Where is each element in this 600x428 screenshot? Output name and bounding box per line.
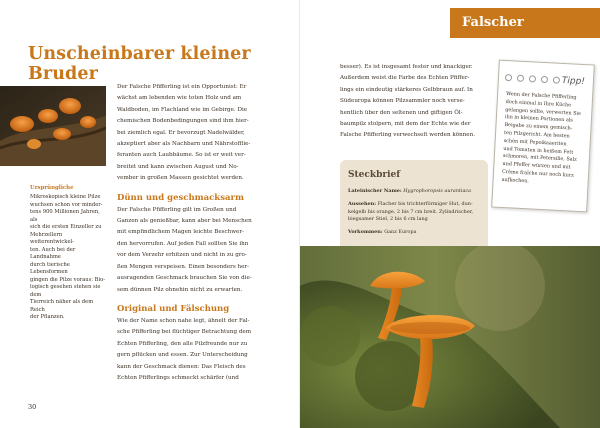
text-line: mit empfindlichem Magen leichte Beschwer-	[117, 229, 244, 236]
text-line: chemischen Bodenbedingungen sind ihm hier-	[117, 118, 249, 125]
sidebar-line: durch tierische Lebensformen	[30, 261, 70, 275]
subheading-original: Original und Fälschung	[117, 303, 230, 314]
text-line: Falsche Pfifferling verwechselt werden können.	[340, 132, 475, 139]
subheading-duenn: Dünn und geschmacksarm	[117, 192, 244, 203]
page-number: 30	[28, 403, 37, 411]
tip-label: Tipp!	[561, 75, 586, 88]
tip-line: aufkochen.	[501, 176, 530, 185]
tip-text	[501, 91, 588, 189]
text-line: Südeuropa können Pilzsammler noch verse-	[340, 98, 465, 105]
text-line: Waldboden, im Flachland wie im Gebirge. Die	[117, 106, 248, 113]
text-line: ßen Mengen verspeisen. Einen besonders her-	[117, 263, 249, 270]
look-value-line: kelgelb bis orange, 2 bis 7 cm breit. Zylindrischer,	[348, 208, 474, 215]
text-line: wächst am lebenden wie toten Holz und am	[117, 95, 242, 102]
mushroom-photo-small	[0, 86, 106, 166]
tip-note	[491, 60, 595, 213]
latin-value: Hygrophoropsis aurantiaca	[403, 188, 472, 194]
occ-label: Vorkommen:	[348, 229, 383, 236]
look-value-line: Flacher bis trichterförmiger Hut, dun-	[377, 200, 473, 207]
sidebar-line: logisch gesehen stehen sie dem	[30, 284, 101, 298]
look-label: Aussehen:	[348, 200, 376, 207]
sidebar-line: Tierreich näher als dem Reich	[30, 299, 94, 313]
tip-line: Crème fraîche nur noch kurz	[501, 168, 574, 179]
text-line: Wie der Name schon nahe legt, ähnelt der Fal-	[117, 317, 250, 324]
text-line: Außerdem weist die Farbe des Echten Pfiffer-	[340, 75, 470, 82]
main-text-column-left	[117, 82, 273, 384]
tip-line: ihn in kleinen Portionen als	[504, 114, 574, 124]
latin-label: Lateinischer Name:	[348, 188, 402, 194]
hole-icon	[517, 75, 524, 82]
tip-line: Wenn der Falsche Pfifferling	[505, 91, 577, 101]
text-line: ausragenden Geschmack brauchen Sie von die-	[117, 275, 252, 282]
look-value-line: biegsamer Stiel, 2 bis 6 cm lang	[348, 216, 428, 223]
tip-line: und Pfeffer würzen und mit	[502, 161, 571, 171]
right-page	[300, 0, 600, 428]
text-line: breitet und kann zwischen August und No-	[117, 163, 239, 170]
hole-icon	[541, 76, 548, 83]
tip-line: Beigabe zu einem gemisch-	[504, 122, 573, 132]
text-line: vor dem Verzehr erhitzen und nicht in zu gro-	[117, 252, 247, 259]
sidebar-line: Mehrzellern weiterentwickel-	[30, 231, 74, 245]
mushroom-photo-large	[300, 246, 600, 428]
text-line: bei ziemlich egal. Er bevorzugt Nadelwälder,	[117, 129, 245, 136]
tip-line: und Tomaten in heißem Fett	[503, 145, 574, 156]
sidebar-fact-box	[30, 185, 106, 322]
hole-icon	[553, 76, 560, 83]
page-title: Unscheinbarer kleiner Bruder	[28, 44, 251, 84]
main-text-column-right	[340, 62, 488, 142]
sidebar-line: ten. Auch bei der Landnahme	[30, 246, 76, 260]
chapter-tab: Falscher Pfifferling	[450, 8, 600, 38]
text-line: vember in großen Massen gesichtet werden.	[117, 175, 244, 182]
sidebar-line: Mikroskopisch kleine Pilze	[30, 194, 101, 200]
hole-icon	[529, 75, 536, 82]
tip-line: doch einmal in Ihre Küche	[505, 98, 572, 109]
tip-line: schmoren, mit Petersilie, Salz	[502, 153, 577, 164]
steckbrief-occurrence	[348, 229, 480, 237]
sidebar-title: Ursprüngliche	[30, 185, 74, 191]
text-line: lings ein eindeutig stärkeres Gelbbraun auf. In	[340, 86, 473, 93]
text-line: Echten Pfifferling, den alle Pilzfreunde nur zu	[117, 340, 248, 347]
sidebar-line: sich die ersten Einzeller zu	[30, 224, 102, 230]
text-line: sem dünnen Pilz ohnehin nicht zu erwarten.	[117, 286, 243, 293]
tip-line: ten Pilzgericht. Am besten	[503, 129, 570, 140]
tip-line: gelangen sollte, verwerten Sie	[505, 106, 582, 117]
text-line: gern pflücken und essen. Zur Unterscheidung	[117, 352, 248, 359]
text-line: Der Falsche Pfifferling gilt im Großen und	[117, 206, 237, 213]
text-line: kann der Geschmack dienen: Das Fleisch des	[117, 363, 246, 370]
text-line: akzeptiert aber als Nachbarn und Nährstofflie-	[117, 141, 251, 148]
sidebar-line: der Pflanzen.	[30, 314, 65, 320]
hole-icon	[505, 74, 512, 81]
text-line: Ganzen als genießbar, kann aber bei Menschen	[117, 218, 252, 225]
text-line: baumpilz stolpern, mit dem der Echte wie der	[340, 121, 471, 128]
text-line: Echten Pfifferlings schmeckt schärfer (und	[117, 374, 239, 381]
text-line: hentlich über den seltenen und giftigen Öl-	[340, 109, 463, 116]
steckbrief-look	[348, 201, 480, 224]
text-line: den hervorrufen. Auf jeden Fall sollten Sie ihn	[117, 240, 249, 247]
note-holes	[505, 66, 566, 88]
sidebar-line: tens 900 Millionen Jahren, als	[30, 209, 100, 223]
sidebar-line: gingen die Pilze voraus: Bio-	[30, 276, 106, 283]
text-line: sche Pfifferling bei flüchtiger Betrachtung dem	[117, 329, 252, 336]
tip-line: schön mit Pepoikaaeriten	[503, 137, 567, 148]
sidebar-line: wuchsen schon vor minder-	[30, 201, 103, 208]
steckbrief-latin	[348, 188, 480, 196]
text-line: feranten auch Laubbäume. So ist er weit ver-	[117, 152, 246, 159]
occ-value: Ganz Europa	[384, 229, 417, 236]
steckbrief-title: Steckbrief	[348, 170, 401, 180]
text-line: Der Falsche Pfifferling ist ein Opportunist: Er	[117, 84, 247, 90]
text-line: besser). Es ist insgesamt fester und knackiger.	[340, 64, 473, 70]
